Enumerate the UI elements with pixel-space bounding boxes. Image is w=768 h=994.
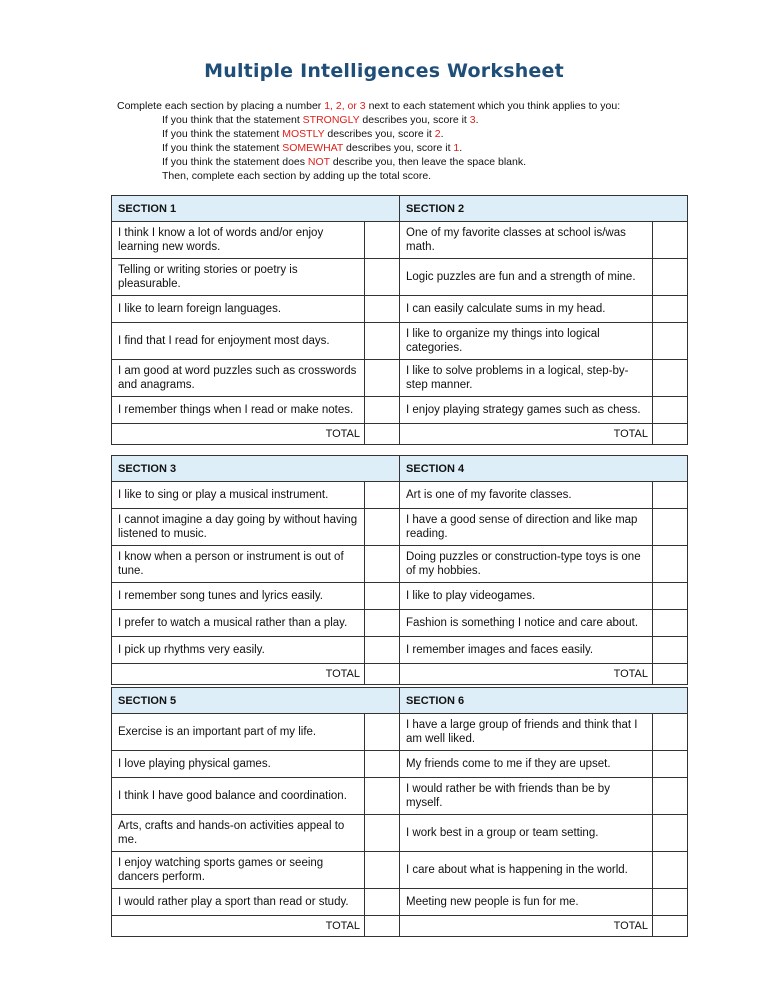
total-score-box[interactable] <box>653 916 688 937</box>
total-label: TOTAL <box>400 424 653 445</box>
score-box[interactable] <box>653 509 688 546</box>
score-box[interactable] <box>365 296 400 323</box>
score-box[interactable] <box>365 714 400 751</box>
statement-text: I like to play videogames. <box>400 583 653 610</box>
score-box[interactable] <box>365 637 400 664</box>
statement-text: I like to learn foreign languages. <box>112 296 365 323</box>
statement-text: I know when a person or instrument is out of tune. <box>112 546 365 583</box>
score-box[interactable] <box>653 323 688 360</box>
statement-text: I remember images and faces easily. <box>400 637 653 664</box>
statement-text: Meeting new people is fun for me. <box>400 889 653 916</box>
instruction-line-2: If you think that the statement STRONGLY describes you, score it 3. <box>162 114 479 126</box>
instruction-line-3: If you think the statement MOSTLY describes you, score it 2. <box>162 128 444 140</box>
statement-text: Arts, crafts and hands-on activities appeal to me. <box>112 815 365 852</box>
score-box[interactable] <box>365 751 400 778</box>
total-label: TOTAL <box>112 916 365 937</box>
section-header: SECTION 5 <box>112 688 400 714</box>
score-box[interactable] <box>653 637 688 664</box>
section-header: SECTION 2 <box>400 196 688 222</box>
statement-text: I like to sing or play a musical instrument. <box>112 482 365 509</box>
score-box[interactable] <box>365 397 400 424</box>
total-label: TOTAL <box>112 664 365 685</box>
score-box[interactable] <box>653 852 688 889</box>
score-box[interactable] <box>653 714 688 751</box>
statement-text: I cannot imagine a day going by without having listened to music. <box>112 509 365 546</box>
score-box[interactable] <box>365 583 400 610</box>
statement-text: I enjoy watching sports games or seeing dancers perform. <box>112 852 365 889</box>
section-header: SECTION 1 <box>112 196 400 222</box>
score-box[interactable] <box>653 583 688 610</box>
section-table <box>111 195 688 445</box>
score-box[interactable] <box>365 360 400 397</box>
section-table <box>111 687 688 937</box>
section-header: SECTION 3 <box>112 456 400 482</box>
score-box[interactable] <box>365 546 400 583</box>
statement-text: Fashion is something I notice and care about. <box>400 610 653 637</box>
section-header: SECTION 6 <box>400 688 688 714</box>
table-row <box>112 222 688 259</box>
statement-text: I care about what is happening in the world. <box>400 852 653 889</box>
score-box[interactable] <box>653 751 688 778</box>
statement-text: I have a good sense of direction and like map reading. <box>400 509 653 546</box>
worksheet-title: Multiple Intelligences Worksheet <box>204 60 564 82</box>
total-score-box[interactable] <box>653 424 688 445</box>
score-box[interactable] <box>653 889 688 916</box>
total-label: TOTAL <box>400 916 653 937</box>
table-row <box>112 360 688 397</box>
instruction-line-4: If you think the statement SOMEWHAT describes you, score it 1. <box>162 142 463 154</box>
table-row <box>112 889 688 916</box>
statement-text: Logic puzzles are fun and a strength of mine. <box>400 259 653 296</box>
score-box[interactable] <box>365 778 400 815</box>
statement-text: Doing puzzles or construction-type toys is one of my hobbies. <box>400 546 653 583</box>
total-score-box[interactable] <box>365 916 400 937</box>
table-row <box>112 482 688 509</box>
statement-text: Art is one of my favorite classes. <box>400 482 653 509</box>
score-box[interactable] <box>653 397 688 424</box>
score-box[interactable] <box>653 610 688 637</box>
statement-text: Telling or writing stories or poetry is pleasurable. <box>112 259 365 296</box>
table-row <box>112 815 688 852</box>
score-box[interactable] <box>365 610 400 637</box>
table-row <box>112 778 688 815</box>
score-box[interactable] <box>653 546 688 583</box>
statement-text: I have a large group of friends and think that I am well liked. <box>400 714 653 751</box>
table-row <box>112 323 688 360</box>
statement-text: I find that I read for enjoyment most days. <box>112 323 365 360</box>
statement-text: Exercise is an important part of my life. <box>112 714 365 751</box>
score-box[interactable] <box>653 482 688 509</box>
total-row <box>112 916 688 937</box>
total-row <box>112 424 688 445</box>
table-row <box>112 610 688 637</box>
table-row <box>112 546 688 583</box>
statement-text: I remember song tunes and lyrics easily. <box>112 583 365 610</box>
statement-text: One of my favorite classes at school is/was math. <box>400 222 653 259</box>
table-row <box>112 296 688 323</box>
score-box[interactable] <box>365 889 400 916</box>
statement-text: My friends come to me if they are upset. <box>400 751 653 778</box>
score-box[interactable] <box>365 323 400 360</box>
table-row <box>112 259 688 296</box>
instruction-line-5: If you think the statement does NOT describe you, then leave the space blank. <box>162 156 527 168</box>
table-row <box>112 583 688 610</box>
score-box[interactable] <box>653 259 688 296</box>
statement-text: I think I have good balance and coordination. <box>112 778 365 815</box>
statement-text: I work best in a group or team setting. <box>400 815 653 852</box>
statement-text: I would rather play a sport than read or study. <box>112 889 365 916</box>
total-label: TOTAL <box>112 424 365 445</box>
statement-text: I can easily calculate sums in my head. <box>400 296 653 323</box>
statement-text: I like to solve problems in a logical, step-by-step manner. <box>400 360 653 397</box>
statement-text: I think I know a lot of words and/or enjoy learning new words. <box>112 222 365 259</box>
score-box[interactable] <box>653 815 688 852</box>
statement-text: I love playing physical games. <box>112 751 365 778</box>
score-box[interactable] <box>365 222 400 259</box>
score-box[interactable] <box>365 259 400 296</box>
statement-text: I pick up rhythms very easily. <box>112 637 365 664</box>
table-row <box>112 751 688 778</box>
score-box[interactable] <box>365 482 400 509</box>
score-box[interactable] <box>365 852 400 889</box>
statement-text: I prefer to watch a musical rather than a play. <box>112 610 365 637</box>
instruction-line-6: Then, complete each section by adding up the total score. <box>162 170 432 182</box>
score-box[interactable] <box>653 296 688 323</box>
instruction-line-1: Complete each section by placing a number 1, 2, or 3 next to each statement which you think applies to you: <box>117 100 621 112</box>
table-row <box>112 509 688 546</box>
total-label: TOTAL <box>400 664 653 685</box>
total-row <box>112 664 688 685</box>
score-box[interactable] <box>365 815 400 852</box>
section-table <box>111 455 688 685</box>
statement-text: I am good at word puzzles such as crosswords and anagrams. <box>112 360 365 397</box>
statement-text: I like to organize my things into logical categories. <box>400 323 653 360</box>
score-box[interactable] <box>653 222 688 259</box>
table-row <box>112 637 688 664</box>
total-score-box[interactable] <box>365 664 400 685</box>
score-box[interactable] <box>653 778 688 815</box>
table-row <box>112 714 688 751</box>
score-box[interactable] <box>365 509 400 546</box>
statement-text: I enjoy playing strategy games such as chess. <box>400 397 653 424</box>
table-row <box>112 852 688 889</box>
total-score-box[interactable] <box>365 424 400 445</box>
score-box[interactable] <box>653 360 688 397</box>
section-header: SECTION 4 <box>400 456 688 482</box>
total-score-box[interactable] <box>653 664 688 685</box>
statement-text: I remember things when I read or make notes. <box>112 397 365 424</box>
table-row <box>112 397 688 424</box>
statement-text: I would rather be with friends than be by myself. <box>400 778 653 815</box>
